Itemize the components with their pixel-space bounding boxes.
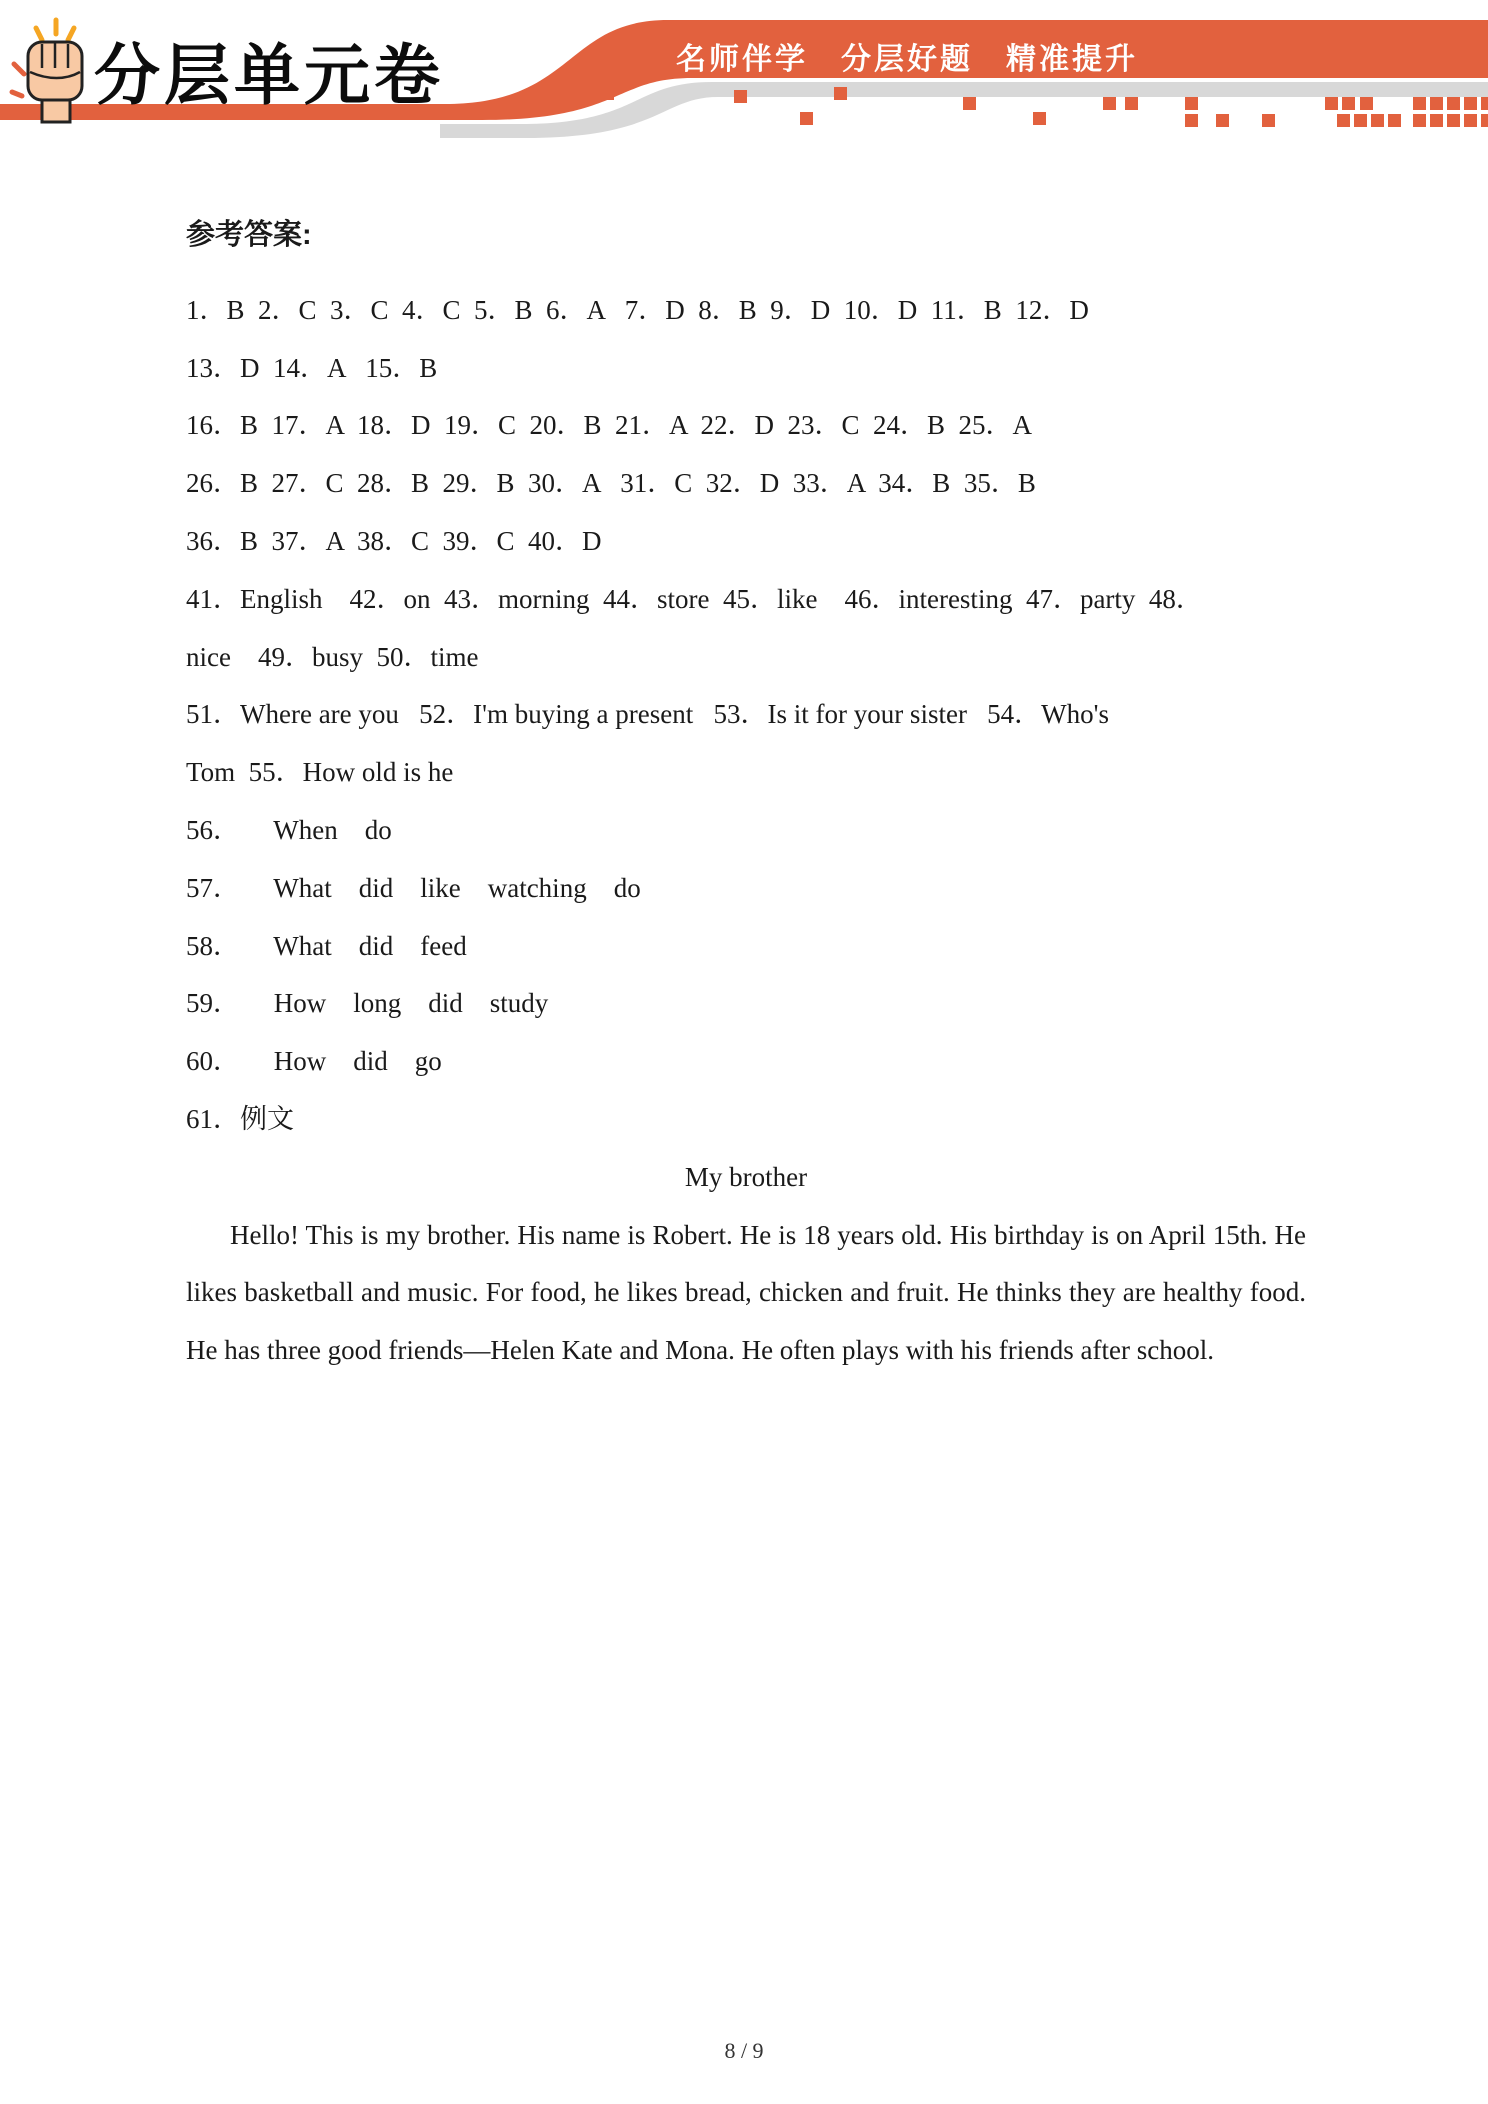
answer-line: 61．例文 bbox=[186, 1103, 294, 1134]
answer-line: Tom 55．How old is he bbox=[186, 757, 454, 788]
answer-line: 41．English 42．on 43．morning 44．store 45．like 46．interesting 47．party 48． bbox=[186, 583, 1203, 614]
square-decoration bbox=[1481, 97, 1488, 110]
answer-line: 60． How did go bbox=[186, 1046, 442, 1077]
square-decoration bbox=[963, 97, 976, 110]
essay-title: My brother bbox=[684, 1161, 808, 1192]
answer-line: 56． When do bbox=[186, 814, 392, 845]
answer-line: 36．B 37．A 38．C 39．C 40．D bbox=[186, 525, 602, 556]
square-decoration bbox=[834, 87, 847, 100]
square-decoration bbox=[734, 90, 747, 103]
square-decoration bbox=[1413, 114, 1426, 127]
square-decoration bbox=[1262, 114, 1275, 127]
square-decoration bbox=[1103, 97, 1116, 110]
square-decoration bbox=[1216, 114, 1229, 127]
square-decoration bbox=[1430, 97, 1443, 110]
page-header bbox=[0, 0, 1488, 150]
square-decoration bbox=[1125, 97, 1138, 110]
square-decoration bbox=[1360, 97, 1373, 110]
square-decoration bbox=[1337, 114, 1350, 127]
square-decoration bbox=[1464, 97, 1477, 110]
square-decoration bbox=[800, 112, 813, 125]
answer-line: 16．B 17．A 18．D 19．C 20．B 21．A 22．D 23．C 24．B 25．A bbox=[186, 410, 1033, 441]
answer-line: 51．Where are you 52．I'm buying a present 53．Is it for your sister 54．Who's bbox=[186, 699, 1110, 730]
square-decoration bbox=[1371, 114, 1384, 127]
answer-line: 59． How long did study bbox=[186, 988, 549, 1019]
square-decoration bbox=[1185, 114, 1198, 127]
square-decoration bbox=[1430, 114, 1443, 127]
answer-line: 57． What did like watching do bbox=[186, 872, 641, 903]
answer-line: 13．D 14．A 15．B bbox=[186, 352, 438, 383]
brand-title: 分层单元卷 bbox=[94, 38, 444, 112]
square-decoration bbox=[1185, 97, 1198, 110]
square-decoration bbox=[1354, 114, 1367, 127]
square-decoration bbox=[1342, 97, 1355, 110]
square-decoration bbox=[601, 87, 614, 100]
answer-line: 26．B 27．C 28．B 29．B 30．A 31．C 32．D 33．A 34．B 35．B bbox=[186, 468, 1036, 499]
page-number: 8 / 9 bbox=[724, 2038, 764, 2063]
square-decoration bbox=[1388, 114, 1401, 127]
answer-line: 58． What did feed bbox=[186, 930, 467, 961]
square-decoration bbox=[1447, 114, 1460, 127]
square-decoration bbox=[1464, 114, 1477, 127]
square-decoration bbox=[1325, 97, 1338, 110]
answer-lines bbox=[186, 282, 1306, 1149]
answer-line: 1．B 2．C 3．C 4．C 5．B 6．A 7．D 8．B 9．D 10．D 11．B 12．D bbox=[186, 294, 1089, 325]
fist-logo-icon bbox=[8, 6, 100, 126]
square-decoration bbox=[1481, 114, 1488, 127]
square-decoration bbox=[1413, 97, 1426, 110]
square-decoration bbox=[1447, 97, 1460, 110]
ribbon-slogan: 名师伴学 分层好题 精准提升 bbox=[676, 43, 1138, 76]
answers-heading: 参考答案: bbox=[186, 219, 312, 251]
answer-sheet-content bbox=[186, 207, 1306, 1380]
square-decoration bbox=[1033, 112, 1046, 125]
essay-body: Hello! This is my brother. His name is Robert. He is 18 years old. His birthday is on April 15th. He likes basketball and music. For food, he likes bread, chicken and fruit. He thinks they are healthy food. He has three good friends—Helen Kate and Mona. He often plays with his friends after school. bbox=[186, 1219, 1306, 1366]
answer-line: nice 49．busy 50．time bbox=[186, 641, 479, 672]
